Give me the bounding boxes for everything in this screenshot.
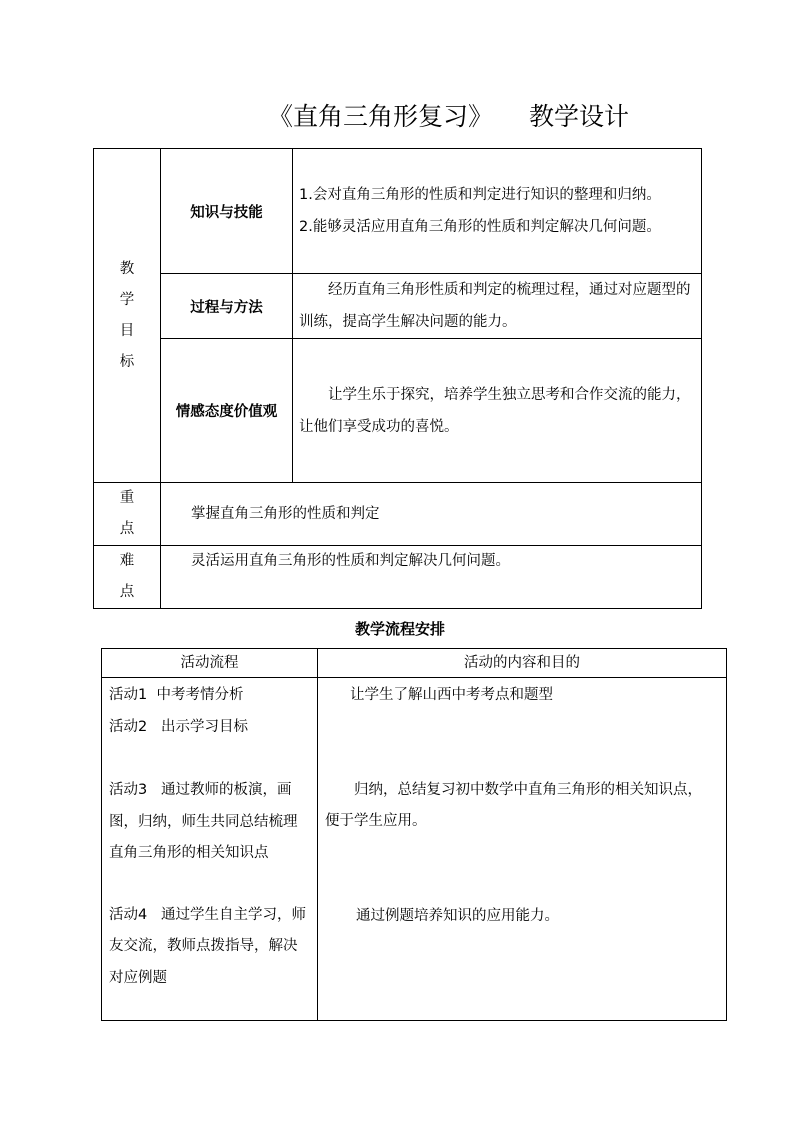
title-main: 《直角三角形复习》: [268, 102, 494, 131]
key-point-label: 重 点: [94, 483, 161, 546]
objective-label-process: 过程与方法: [161, 274, 293, 339]
content-1: 让学生了解山西中考考点和题型: [350, 687, 553, 703]
objectives-table: [93, 148, 702, 609]
flow-table: [101, 648, 727, 1021]
objective-label-knowledge: 知识与技能: [161, 149, 293, 274]
activity-4: 活动4 通过学生自主学习，师友交流，教师点拨指导，解决对应例题: [109, 906, 307, 986]
flow-header-content: 活动的内容和目的: [318, 649, 727, 678]
flow-header-activity: 活动流程: [102, 649, 318, 678]
activity-1: 活动1 中考考情分析: [109, 687, 244, 703]
flow-activities-cell: [102, 678, 318, 1021]
page-title: [0, 97, 794, 137]
content-4: 通过例题培养知识的应用能力。: [356, 907, 559, 924]
objective-text-attitude: 让学生乐于探究，培养学生独立思考和合作交流的能力，让他们享受成功的喜悦。: [293, 339, 702, 483]
objective-label-attitude: 情感态度价值观: [161, 339, 293, 483]
difficulty-text: 灵活运用直角三角形的性质和判定解决几何问题。: [161, 546, 702, 609]
objective-text-knowledge: 1.会对直角三角形的性质和判定进行知识的整理和归纳。 2.能够灵活应用直角三角形的性质和判定解决几何问题。: [293, 149, 702, 274]
activity-2: 活动2 出示学习目标: [109, 718, 249, 735]
difficulty-label: 难 点: [94, 546, 161, 609]
content-3: 归纳，总结复习初中数学中直角三角形的相关知识点， 便于学生应用。: [325, 781, 712, 829]
objective-text-process: 经历直角三角形性质和判定的梳理过程，通过对应题型的训练，提高学生解决问题的能力。: [293, 274, 702, 339]
activity-3: 活动3 通过教师的板演，画图，归纳，师生共同总结梳理直角三角形的相关知识点: [109, 782, 298, 861]
title-suffix: 教学设计: [529, 102, 630, 131]
flow-title: 教学流程安排: [354, 620, 445, 638]
flow-contents-cell: [318, 678, 727, 1021]
objectives-side-label: 教 学 目 标: [94, 149, 161, 483]
key-point-text: 掌握直角三角形的性质和判定: [161, 483, 702, 546]
